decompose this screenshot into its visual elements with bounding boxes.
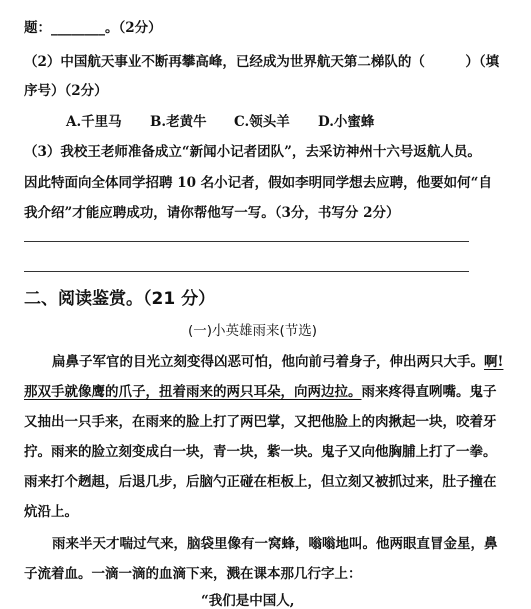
question-3-line-2: 因此特面向全体同学招聘 10 名小记者，假如李明同学想去应聘，他要如何“自 <box>24 175 492 191</box>
p1-line-1-text: 扁鼻子军官的目光立刻变得凶恶可怕，他向前弓着身子，伸出两只大手。 <box>52 354 484 370</box>
q1-answer-blank: ________ <box>51 20 105 36</box>
passage-p1-line-5: 雨来打个趔趄，后退几步，后脑勺正碰在柜板上，但立刻又被抓过来，肚子撞在 <box>24 474 497 490</box>
section-2-title: 二、阅读鉴赏。（21 分） <box>24 289 216 309</box>
p1-line-2-underlined: 那双手就像鹰的爪子，扭着雨来的两只耳朵，向两边拉。 <box>24 384 362 400</box>
passage-p2-line-1: 雨来半天才喘过气来，脑袋里像有一窝蜂，嗡嗡地叫。他两眼直冒金星，鼻 <box>52 536 498 552</box>
passage-p1-line-6: 炕沿上。 <box>24 504 78 520</box>
question-2-line-2: 序号）（2分） <box>24 83 108 99</box>
answer-line-2 <box>24 271 469 272</box>
question-3-line-1: （3）我校王老师准备成立“新闻小记者团队”，去采访神州十六号返航人员。 <box>24 144 481 160</box>
question-2-line-1: （2）中国航天事业不断再攀高峰，已经成为世界航天第二梯队的（ ）（填 <box>24 54 500 70</box>
answer-line-1 <box>24 241 469 242</box>
passage-quote: “我们是中国人, <box>201 593 295 609</box>
q1-score: 。（2分） <box>105 20 162 36</box>
passage-p1-line-2 <box>24 380 497 400</box>
question-3-line-3: 我介绍”才能应聘成功，请你帮他写一写。（3分，书写分 2分） <box>24 205 400 221</box>
option-d: D.小蜜蜂 <box>318 114 375 130</box>
passage-p1-line-4: 拧。雨来的脸立刻变成白一块，青一块，紫一块。鬼子又向他胸脯上打了一拳。 <box>24 444 497 460</box>
option-b: B.老黄牛 <box>150 114 207 130</box>
question-1-tail <box>24 16 162 36</box>
passage-title: (一)小英雄雨来(节选) <box>188 323 318 339</box>
passage-p1-line-1 <box>52 350 503 370</box>
option-c: C.领头羊 <box>234 114 290 130</box>
passage-p2-line-2: 子流着血。一滴一滴的血滴下来，溅在课本那几行字上： <box>24 566 362 582</box>
option-a: A.千里马 <box>66 114 122 130</box>
p1-line-1-underlined: 啊! <box>484 354 504 370</box>
p1-line-2-text: 雨来疼得直咧嘴。鬼子 <box>361 384 497 400</box>
question-2-options <box>66 110 374 130</box>
q1-prefix: 题： <box>24 20 51 36</box>
passage-p1-line-3: 又抽出一只手来，在雨来的脸上打了两巴掌，又把他脸上的肉揪起一块，咬着牙 <box>24 414 497 430</box>
